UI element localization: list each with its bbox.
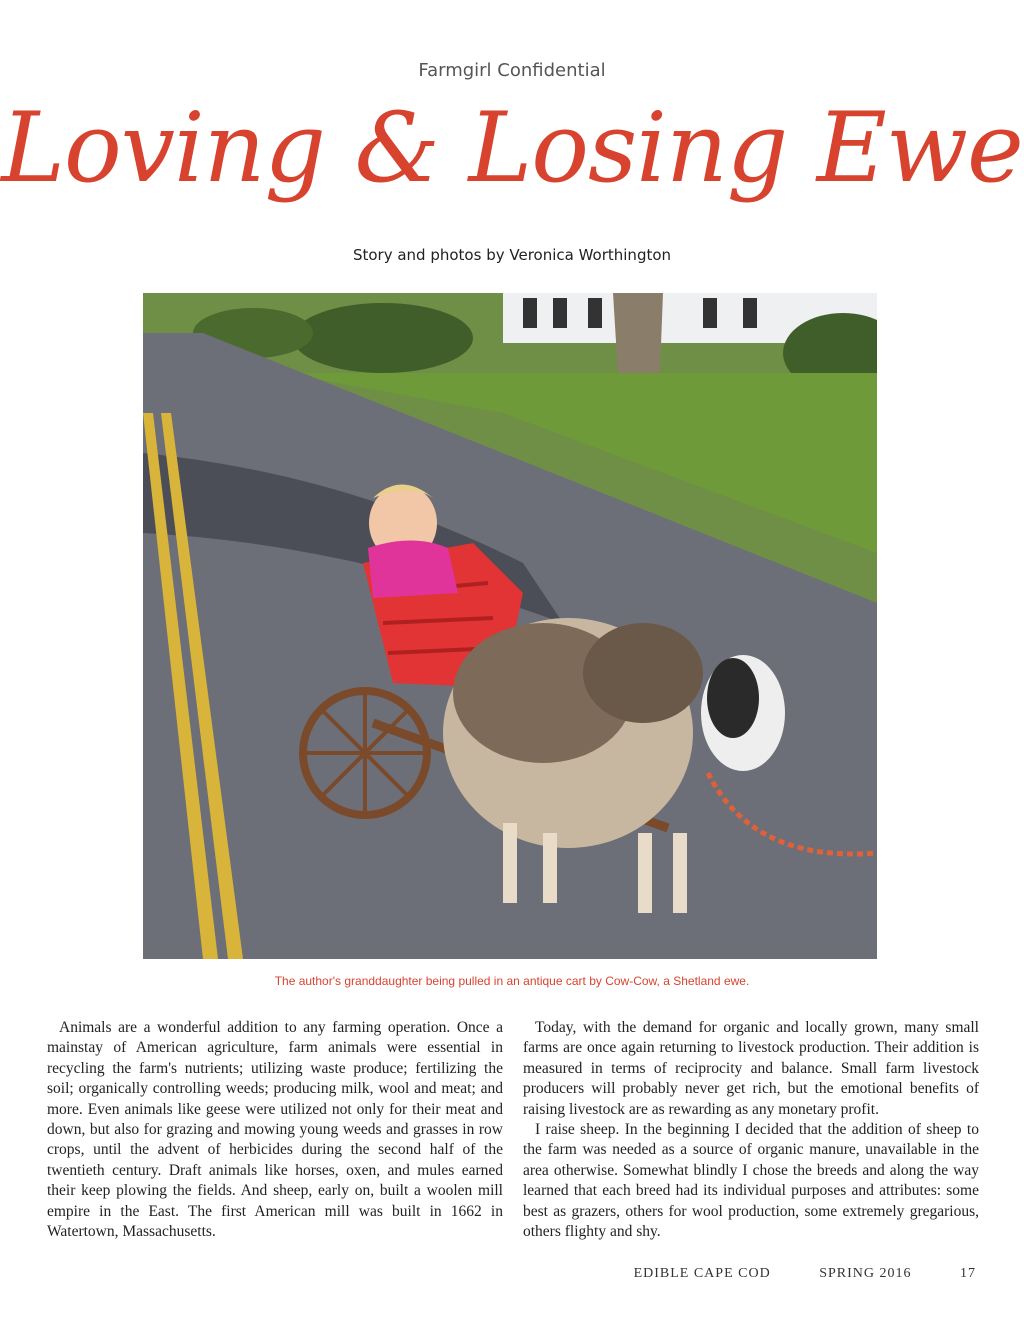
body-paragraph: Animals are a wonderful addition to any farming operation. Once a mainstay of American agriculture, farm animals were essential in recycling the farm's nutrients; utilizing waste produce; fertilizing the soil; organically controlling weeds; producing milk, wool and meat; and more. Even animals like geese were utilized not only for their meat and down, but also for grazing and mowing young weeds and grasses in row crops, until the advent of herbicides during the second half of the twentieth century. Draft animals like horses, oxen, and mules earned their keep plowing the fields. And sheep, early on, built a woolen mill empire in the East. The first American mill was built in 1662 in Watertown, Massachusetts. xyxy=(47,1019,503,1241)
body-column-right xyxy=(523,1018,979,1242)
footer-issue: SPRING 2016 xyxy=(819,1266,912,1281)
article-title: Loving & Losing Ewe xyxy=(1,92,1023,204)
byline: Story and photos by Veronica Worthington xyxy=(352,246,672,264)
body-paragraph: Today, with the demand for organic and locally grown, many small farms are once again returning to livestock production. Their addition is measured in terms of reciprocity and balance. Small farm livestock producers will probably never get rich, but the emotional benefits of raising livestock are as rewarding as any monetary profit. xyxy=(523,1019,979,1118)
footer-publication: EDIBLE CAPE COD xyxy=(633,1266,771,1281)
body-paragraph: I raise sheep. In the beginning I decided that the addition of sheep to the farm was needed as a source of organic manure, unavailable in the area otherwise. Somewhat blindly I chose the breeds and along the way learned that each breed had its individual purposes and attributes: some best as grazers, others for wool production, some extremely gregarious, others flighty and shy. xyxy=(523,1121,979,1241)
section-kicker: Farmgirl Confidential xyxy=(418,60,606,81)
body-column-left xyxy=(47,1018,503,1242)
photo-illustration xyxy=(143,293,877,959)
photo-caption: The author's granddaughter being pulled in an antique cart by Cow-Cow, a Shetland ewe. xyxy=(274,974,750,988)
article-photo xyxy=(143,293,877,959)
page-footer xyxy=(590,1266,976,1282)
page-number: 17 xyxy=(960,1266,976,1281)
